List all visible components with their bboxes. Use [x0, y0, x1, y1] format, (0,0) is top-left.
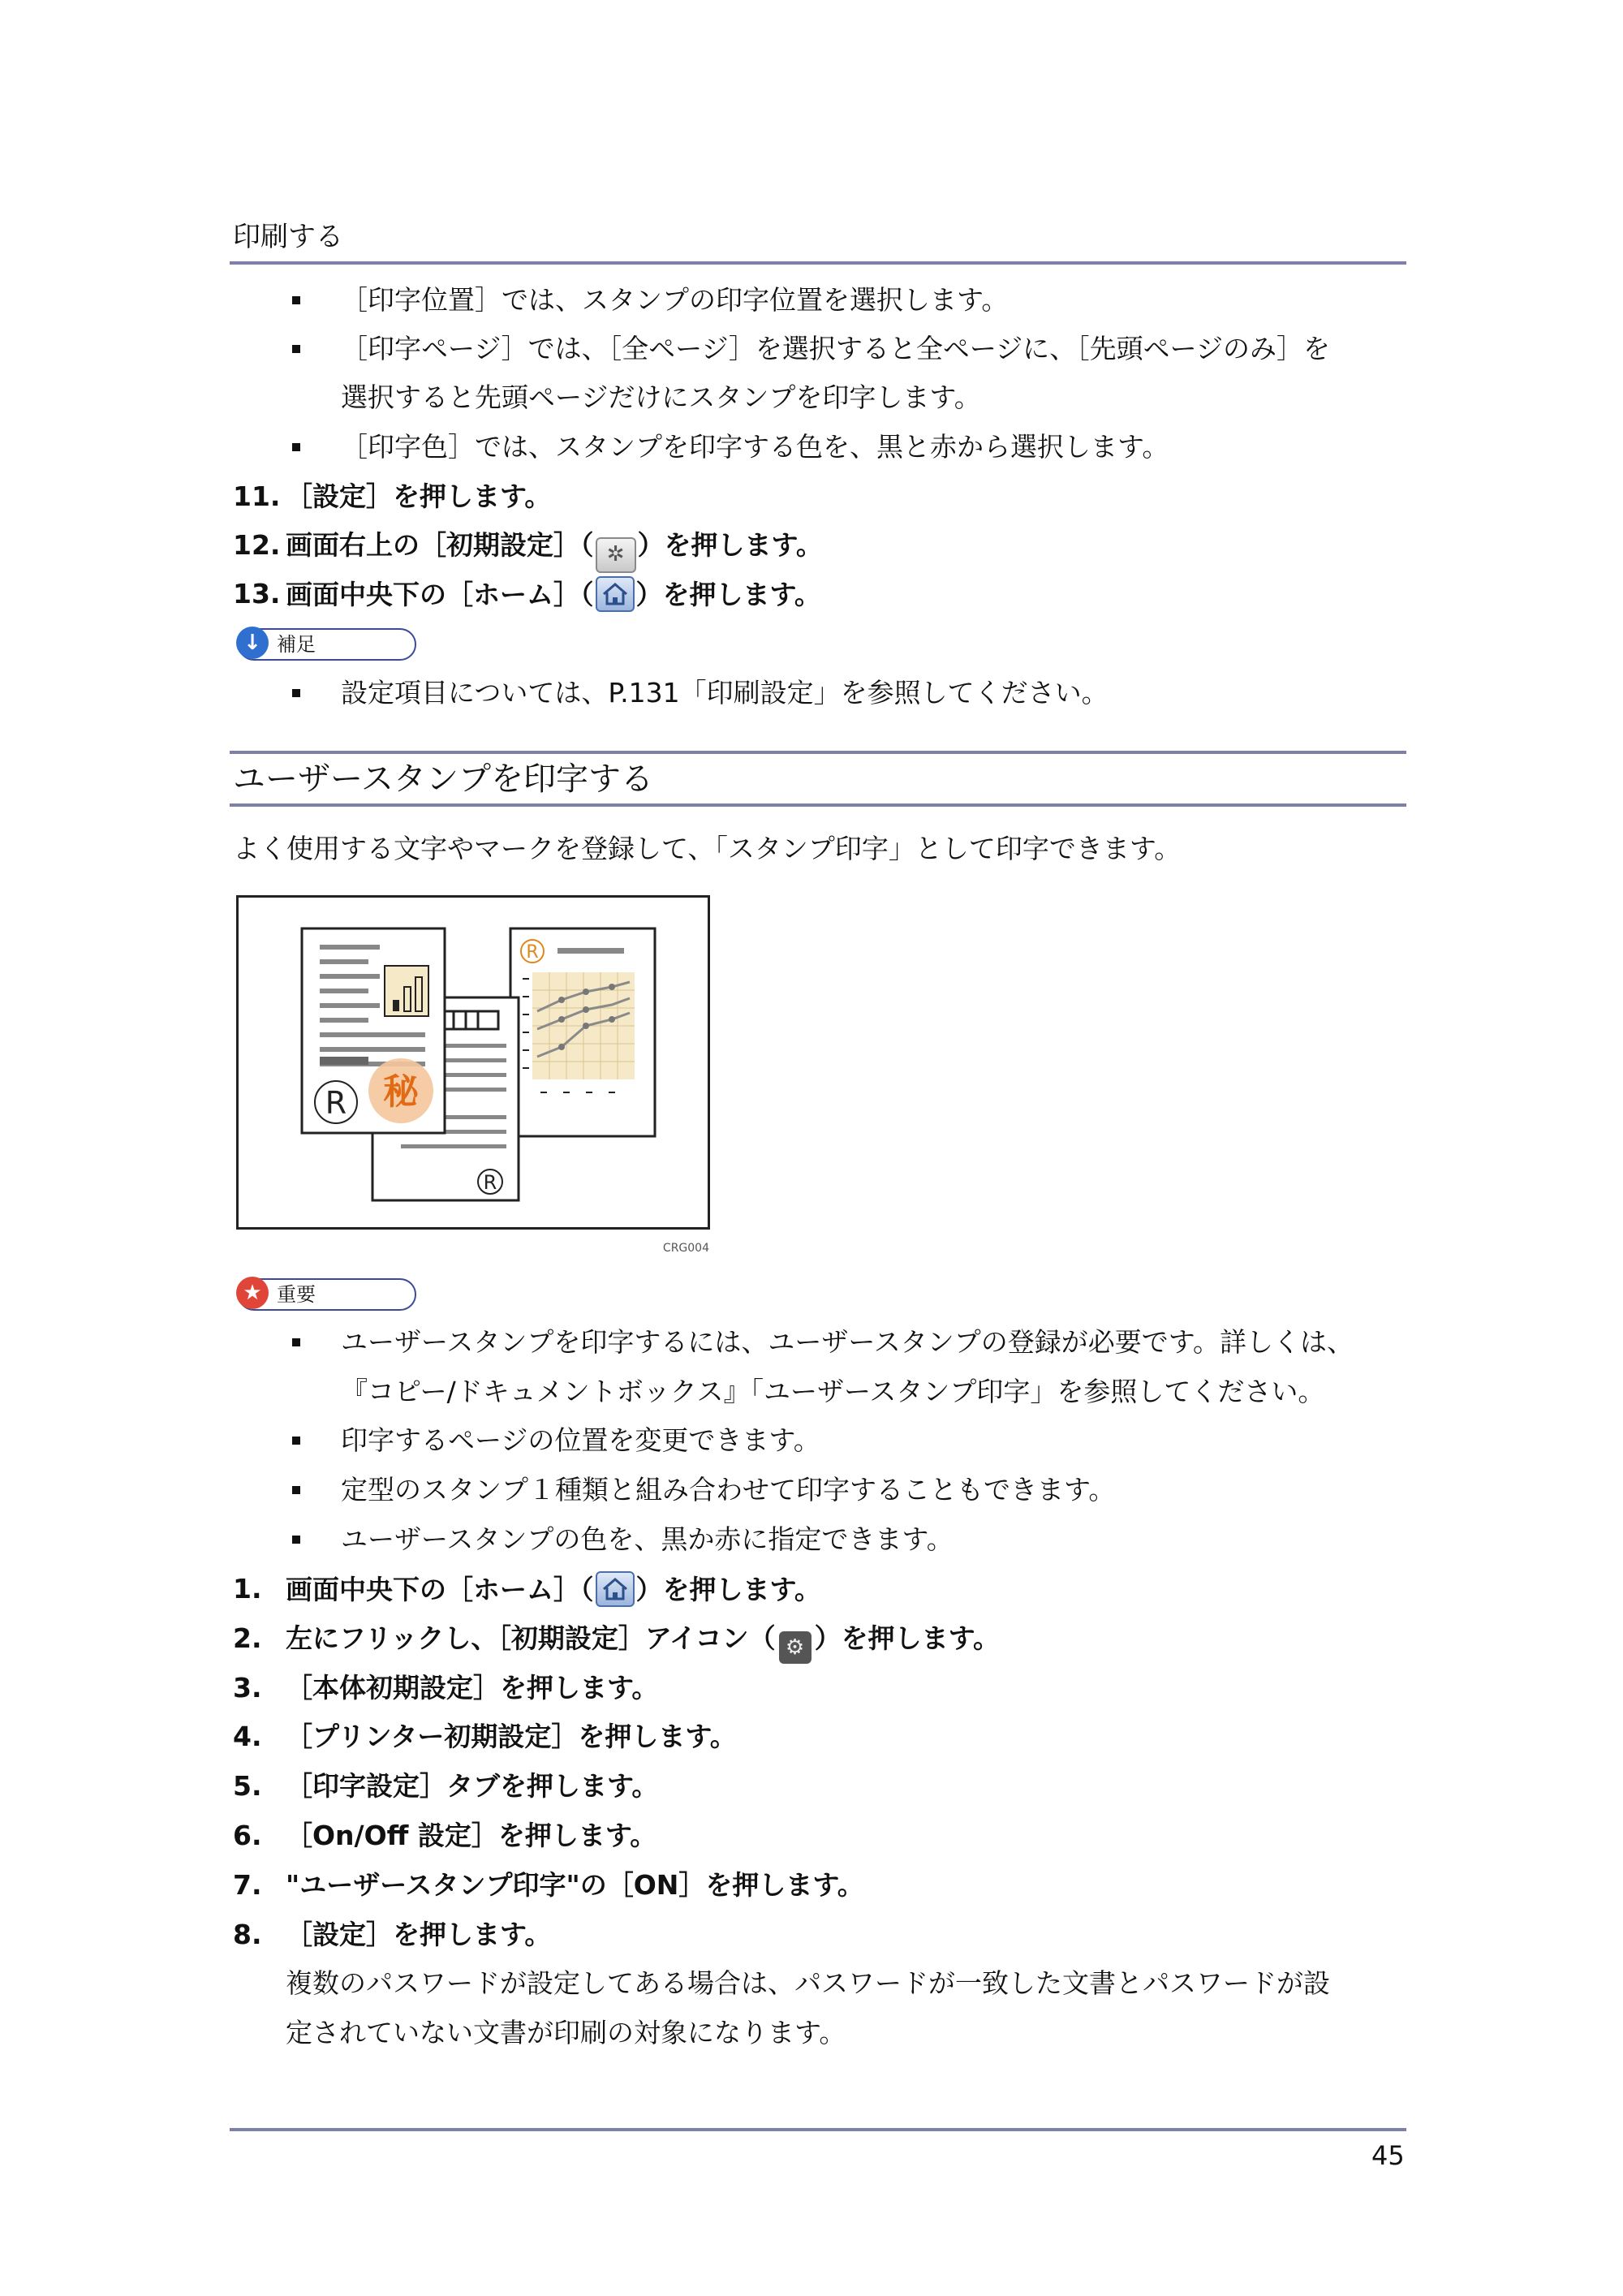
bullet-square-icon	[292, 1338, 300, 1346]
svg-text:R: R	[526, 942, 539, 963]
bullet-square-icon	[292, 689, 300, 697]
svg-text:R: R	[325, 1085, 347, 1121]
footer-rule	[230, 2128, 1406, 2131]
star-icon: ★	[236, 1277, 269, 1309]
note-supplement-badge: ↓ 補足	[238, 628, 416, 661]
bullet-square-icon	[292, 1536, 300, 1544]
section-rule-top	[230, 751, 1406, 754]
section-rule-bottom	[230, 803, 1406, 807]
bullet-square-icon	[292, 1437, 300, 1445]
figure-caption: CRG004	[662, 1242, 709, 1255]
running-header: 印刷する	[233, 221, 343, 253]
svg-text:R: R	[483, 1171, 497, 1194]
header-rule	[230, 261, 1406, 265]
bullet-square-icon	[292, 345, 300, 353]
note-important-badge: ★ 重要	[238, 1278, 416, 1311]
page-number: 45	[1371, 2140, 1405, 2171]
section-title: ユーザースタンプを印字する	[233, 760, 653, 798]
gear-icon: ✲	[596, 537, 636, 573]
bullet-square-icon	[292, 1486, 300, 1494]
svg-text:秘: 秘	[383, 1071, 419, 1113]
settings-icon: ⚙	[779, 1631, 812, 1664]
stamp-illustration	[236, 895, 710, 1255]
home-icon	[596, 1571, 635, 1607]
arrow-down-icon: ↓	[236, 627, 269, 659]
bullet-square-icon	[292, 296, 300, 304]
home-icon	[596, 576, 635, 612]
bullet-square-icon	[292, 443, 300, 451]
